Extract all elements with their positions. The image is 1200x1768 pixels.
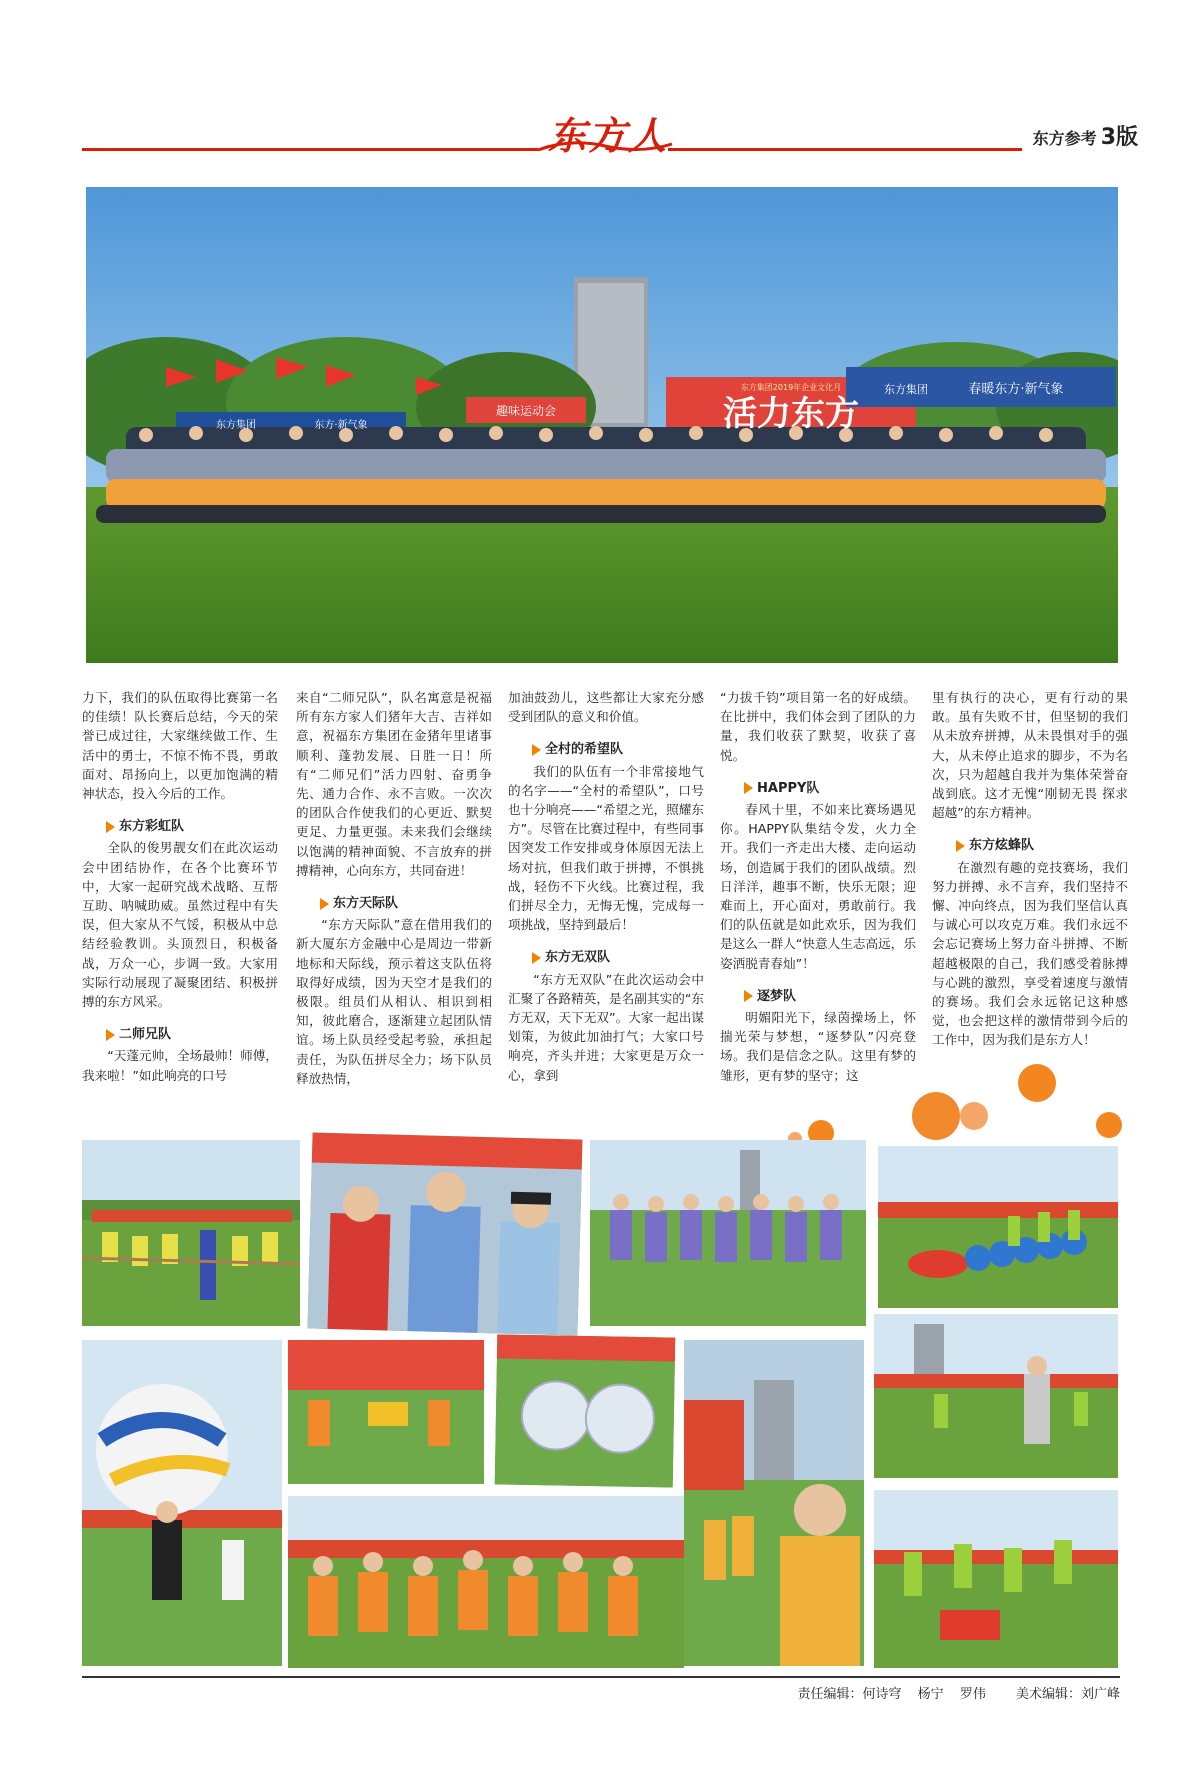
section-heading [106, 1025, 278, 1044]
decor-bubble [912, 1092, 960, 1140]
triangle-icon [744, 990, 753, 1002]
header-rule-right [668, 148, 1022, 151]
photo-running-race [288, 1340, 484, 1484]
triangle-icon [956, 840, 965, 852]
section-heading [320, 894, 492, 913]
team-ershi-text: “天蓬元帅，全场最帅！师傅，我来啦！”如此响亮的口号 [82, 1048, 278, 1083]
col3-intro: 加油鼓劲儿，这些都让大家充分感受到团队的意义和价值。 [508, 690, 704, 725]
banner-right-text: 东方集团 [884, 383, 928, 396]
team-ershi-title: 二师兄队 [119, 1027, 172, 1043]
photo-tug-of-war [82, 1140, 300, 1326]
col1-intro: 力下，我们的队伍取得比赛第一名的佳绩！队长赛后总结，今天的荣誉已成过往，大家继续做工作、生活中的勇士，不惊不怖不畏，勇敢面对、昂扬向上，以更加饱满的精神状态，投入今后的工作。 [82, 690, 278, 802]
header-rule-left [82, 148, 538, 151]
team-happy-title: HAPPY队 [757, 780, 820, 796]
section-heading [956, 836, 1128, 855]
page-number: 3版 [1100, 125, 1138, 150]
photo-illustration [82, 1340, 282, 1666]
photo-illustration [307, 1132, 582, 1335]
triangle-icon [532, 744, 541, 756]
photo-bubble-soccer [495, 1334, 676, 1487]
decor-bubble [1018, 1064, 1056, 1102]
footer-credits [700, 1683, 1120, 1702]
article-column-3 [508, 688, 704, 1085]
banner-left-text: 东方集团 [216, 420, 256, 431]
photo-orange-vests-closeup [684, 1340, 864, 1666]
triangle-icon [106, 1029, 115, 1041]
banner-left2-text: 东方·新气象 [314, 420, 368, 431]
team-xuanfeng-title: 东方炫蜂队 [969, 838, 1035, 854]
photo-jumping-team [874, 1490, 1118, 1668]
team-tianji-title: 东方天际队 [333, 896, 399, 912]
editor-credit: 责任编辑：何诗穹 [797, 1687, 902, 1702]
section-heading [106, 817, 278, 836]
team-xiwang-text: 我们的队伍有一个非常接地气的名字——“全村的希望队”，口号也十分响亮——“希望之光，照耀东方”。尽管在比赛过程中，有些同事因突发工作安排或身体原因无法上场对抗，但我们敢于拼搏，不惧挑战，轻伤不下火线。比赛过程，我们拼尽全力，无悔无愧，完成每一项挑战，坚持到最后！ [508, 763, 704, 933]
decor-bubble [1096, 1112, 1122, 1138]
col4-intro: “力拔千钧”项目第一名的好成绩。在比拼中，我们体会到了团队的力量，我们收获了默契，收获了喜悦。 [720, 690, 916, 763]
art-editor-credit: 美术编辑：刘广峰 [1015, 1687, 1120, 1702]
team-xiwang-title: 全村的希望队 [545, 742, 624, 758]
main-group-photo [86, 187, 1118, 663]
photo-volleyball-balloon [82, 1340, 282, 1666]
photo-illustration [82, 1140, 300, 1326]
triangle-icon [320, 898, 329, 910]
photo-cheering-crowd [288, 1496, 684, 1668]
team-caihong-text: 全队的俊男靓女们在此次运动会中团结协作，在各个比赛环节中，大家一起研究战术战略、互帮互助、呐喊助威。虽然过程中有失误，但大家从不气馁，积极从中总结经验教训。头顶烈日，积极备战，万众一心，步调一致。大家用实际行动展现了凝聚团结、积极拼搏的东方风采。 [82, 840, 278, 1010]
col2-intro: 来自“二师兄队”，队名寓意是祝福所有东方家人们猪年大吉、吉祥如意，祝福东方集团在金猪年里诸事顺利、蓬勃发展、日胜一日！所有“二师兄们”活力四射、奋勇争先、通力合作、永不言败。一次次的团队合作使我们的心更近、默契更足、力量更强。未来我们会继续以饱满的精神面貌、不言放弃的拼搏精神，心向东方，共同奋进！ [296, 690, 492, 878]
photo-illustration [874, 1314, 1118, 1478]
footer-rule [82, 1676, 1120, 1678]
photo-team-line [590, 1140, 866, 1326]
section-name: 东方参考 [1032, 129, 1097, 148]
team-happy-text: 春风十里，不如来比赛场遇见你。HAPPY队集结令发，火力全开。我们一齐走出大楼、走向运动场，创造属于我们的团队战绩。烈日洋洋，趣事不断，快乐无限；迎难而上，开心面对，勇敢前行。我们的队伍就是如此欢乐，因为我们是这么一群人“快意人生志高远，乐姿洒脱青春灿”！ [720, 802, 916, 971]
photo-sack-race [874, 1314, 1118, 1478]
photo-illustration [590, 1140, 866, 1326]
team-wushuang-title: 东方无双队 [545, 950, 611, 966]
section-heading [532, 948, 704, 967]
editor3-credit: 罗伟 [959, 1687, 986, 1702]
photo-inflatable-caterpillar [878, 1146, 1118, 1308]
section-heading [532, 740, 704, 759]
article-column-1 [82, 688, 278, 1085]
triangle-icon [744, 782, 753, 794]
team-wushuang-text: “东方无双队”在此次运动会中汇聚了各路精英，是名副其实的“东方无双，天下无双”。大家一起出谋划策，为彼此加油打气；大家口号响亮，齐头并进；大家更是万众一心，拿到 [508, 971, 704, 1083]
team-tianji-text: “东方天际队”意在借用我们的新大厦东方金融中心是周边一带新地标和天际线，预示着这支队伍将取得好成绩，因为天空才是我们的极限。组员们从相认、相识到相知，彼此磨合，逐渐建立起团队情谊。场上队员经受起考验，承担起责任，为队伍拼尽全力；场下队员释放热情， [296, 917, 492, 1086]
section-heading [744, 779, 916, 798]
col5-intro: 里有执行的决心，更有行动的果敢。虽有失败不甘，但坚韧的我们从未放弃拼搏，从未畏惧对手的强大，从未停止追求的脚步，不为名次，只为超越自我并为集体荣誉奋战到底。这才无愧“刚韧无畏 探求 超越”的东方精神。 [932, 690, 1128, 821]
photo-smiling-group [307, 1132, 582, 1335]
photo-illustration [684, 1340, 864, 1666]
article-column-5 [932, 688, 1128, 1050]
masthead-logo: 东方人 [548, 113, 669, 158]
editor2-credit: 杨宁 [917, 1687, 944, 1702]
section-heading [744, 987, 916, 1006]
photo-illustration [495, 1334, 676, 1487]
logo-swoosh-icon [530, 136, 680, 156]
photo-illustration [288, 1496, 684, 1668]
team-zhumeng-text: 明媚阳光下，绿茵操场上，怀揣光荣与梦想，“逐梦队”闪亮登场。我们是信念之队。这里有梦的雏形，更有梦的坚守；这 [720, 1010, 916, 1083]
triangle-icon [106, 821, 115, 833]
photo-illustration [288, 1340, 484, 1484]
photo-illustration [878, 1146, 1118, 1308]
banner-center-text: 活力东方 [723, 394, 859, 434]
team-xuanfeng-text: 在激烈有趣的竞技赛场，我们努力拼搏、永不言弃，我们坚持不懈、冲向终点，因为我们坚信认真与诚心可以攻克万难。我们永远不会忘记赛场上努力奋斗拼搏、不断超越极限的自己，我们感受着脉搏与心跳的激烈，享受着速度与激情的赛场。我们会永远铭记这种感觉，也会把这样的激情带到今后的工作中，因为我们是东方人！ [932, 859, 1128, 1048]
banner-top-text: 东方集团2019年企业文化月 [740, 383, 842, 392]
article-column-4 [720, 688, 916, 1085]
team-zhumeng-title: 逐梦队 [757, 988, 797, 1004]
article-column-2 [296, 688, 492, 1088]
decor-bubble [960, 1102, 988, 1130]
team-caihong-title: 东方彩虹队 [119, 819, 185, 835]
edition-label [1028, 120, 1138, 151]
triangle-icon [532, 952, 541, 964]
banner-small-text: 趣味运动会 [495, 404, 557, 418]
banner-right2-text: 春暖东方·新气象 [968, 382, 1064, 397]
photo-illustration [874, 1490, 1118, 1668]
group-photo-illustration [86, 187, 1118, 663]
